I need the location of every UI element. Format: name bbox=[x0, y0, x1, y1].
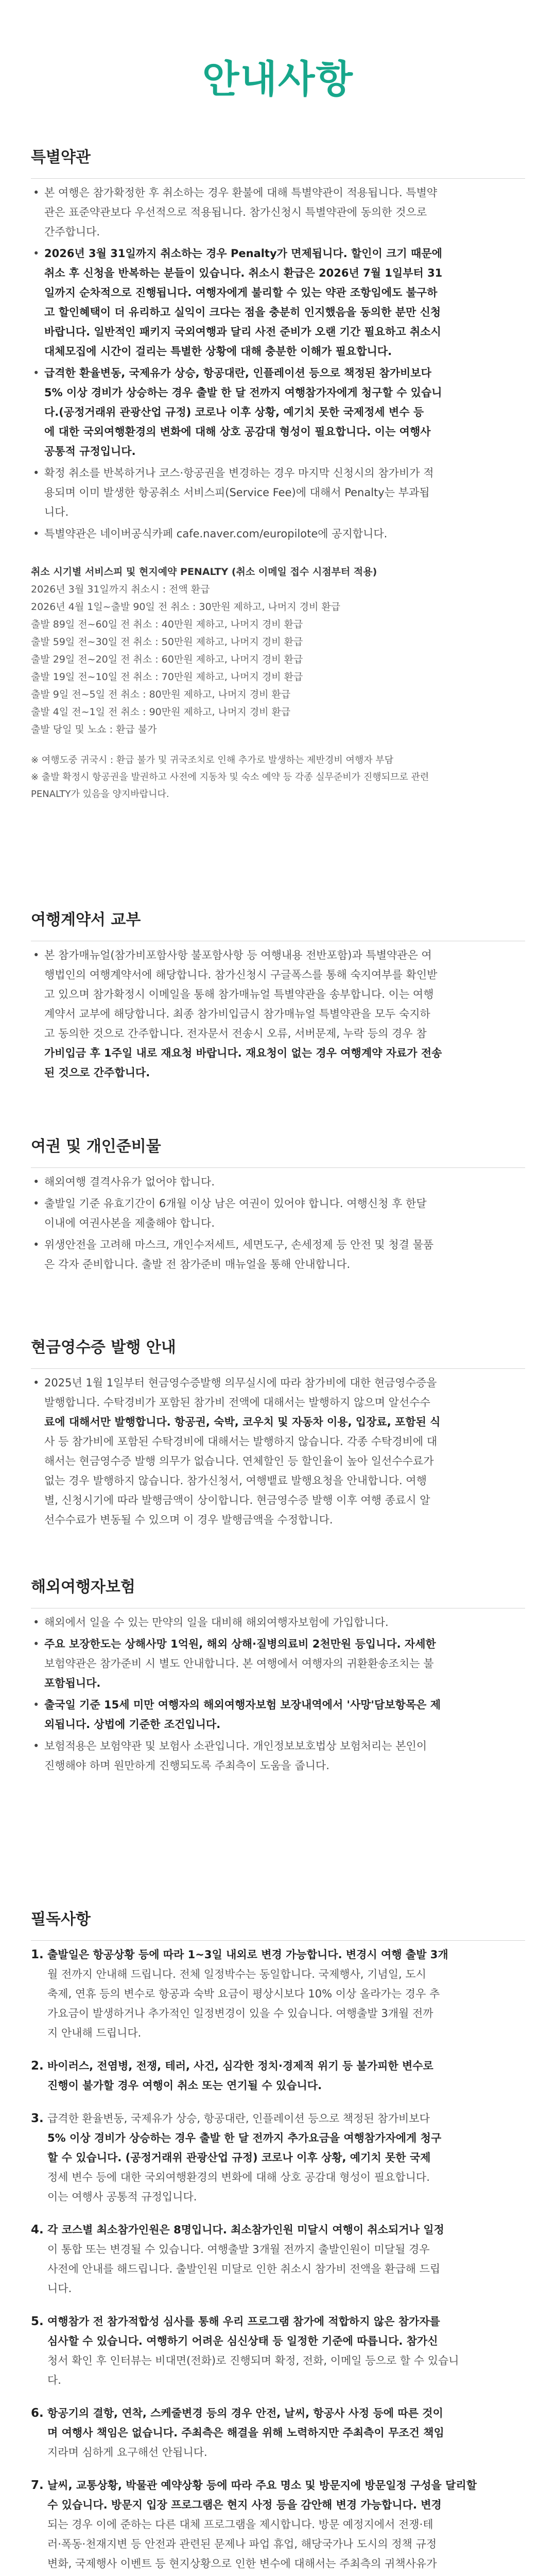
numbered-item bbox=[31, 2312, 525, 2390]
text-line: 바이러스, 전염병, 전쟁, 테러, 사건, 심각한 정치·경제적 위기 등 불가피한 변수로 bbox=[47, 2060, 433, 2072]
text-line: 포함됩니다. bbox=[44, 1677, 101, 1689]
section-insurance bbox=[31, 1574, 525, 1777]
text-line: 없는 경우 발행하지 않습니다. 참가신청서, 여행뱉료 발행요청을 안내합니다. 여행 bbox=[44, 1475, 427, 1487]
list-item bbox=[31, 1736, 525, 1775]
contract-list bbox=[31, 945, 525, 1084]
text-line: 사전에 안내를 해드립니다. 출발인원 미달로 인한 취소시 참가비 전액을 환급해 드립 bbox=[47, 2263, 441, 2275]
text-line: 주요 보장한도는 상해사망 1억원, 해외 상해·질병의료비 2천만원 등입니다. 자세한 bbox=[44, 1638, 436, 1650]
text-line: 축제, 연휴 등의 변수로 항공과 숙박 요금이 평상시보다 10% 이상 올라가는 경우 추 bbox=[47, 1988, 440, 2000]
bullet-dot-icon: • bbox=[33, 1740, 40, 1752]
text-line: 여행참가 전 참가적합성 심사를 통해 우리 프로그램 참가에 적합하지 않은 참가자를 bbox=[47, 2315, 440, 2328]
divider bbox=[31, 1167, 525, 1168]
page-title: 안내사항 bbox=[202, 57, 354, 101]
text-line: 된 것으로 간주합니다. bbox=[44, 1066, 150, 1079]
section-title: 여권 및 개인준비물 bbox=[31, 1138, 161, 1156]
text-line: 간주합니다. bbox=[44, 226, 100, 238]
item-number: 5. bbox=[31, 2315, 44, 2328]
cancellation-notes bbox=[31, 752, 525, 803]
text-line: 보험적용은 보험약관 및 보험사 소관입니다. 개인정보보호법상 보험처리는 본인이 bbox=[44, 1740, 427, 1752]
text-line: 외됩니다. 상법에 기준한 조건입니다. bbox=[44, 1718, 221, 1731]
item-number: 3. bbox=[31, 2112, 44, 2125]
text-line: 대체모집에 시간이 걸리는 특별한 상황에 대해 충분한 이해가 필요합니다. bbox=[44, 345, 392, 358]
text-line: 공통적 규정입니다. bbox=[44, 445, 136, 457]
item-number: 4. bbox=[31, 2223, 44, 2236]
numbered-item bbox=[31, 2056, 525, 2095]
text-line: 출발일은 항공상황 등에 따라 1~3일 내외로 변경 가능합니다. 변경시 여행 출발 3개 bbox=[47, 1948, 448, 1961]
section-must-read bbox=[31, 1906, 525, 2576]
list-item bbox=[31, 1235, 525, 1274]
spacer bbox=[31, 1082, 525, 1084]
text-line: 할 수 있습니다. (공정거래위 관광산업 규정) 코로나 이후 상황, 예기치 못한 국제 bbox=[47, 2151, 431, 2164]
list-item bbox=[31, 183, 525, 242]
schedule-row: 출발 19일 전~10일 전 취소 : 70만원 제하고, 나머지 경비 환급 bbox=[31, 671, 303, 683]
text-line: 취소 후 신청을 반복하는 분들이 있습니다. 취소시 환급은 2026년 7월 1일부터 31 bbox=[44, 267, 443, 279]
text-line: 이 통합 또는 변경될 수 있습니다. 여행출발 3개월 전까지 출발인원이 미달될 경우 bbox=[47, 2243, 430, 2256]
text-line: 해외여행 결격사유가 없어야 합니다. bbox=[44, 1176, 215, 1188]
bullet-dot-icon: • bbox=[33, 1699, 40, 1711]
text-line: 항공기의 결항, 연착, 스케줄변경 등의 경우 안전, 날씨, 항공사 사정 등에 따른 것이 bbox=[47, 2407, 443, 2419]
list-item bbox=[31, 524, 525, 544]
section-title: 필독사항 bbox=[31, 1910, 91, 1928]
schedule-row: 출발 29일 전~20일 전 취소 : 60만원 제하고, 나머지 경비 환급 bbox=[31, 654, 303, 665]
section-contract bbox=[31, 907, 525, 1084]
text-line: 별, 신청시기에 따라 발행금액이 상이합니다. 현금영수증 발행 이후 여행 종료시 알 bbox=[44, 1494, 430, 1506]
schedule-row: 2026년 4월 1일~출발 90일 전 취소 : 30만원 제하고, 나머지 경비 환급 bbox=[31, 601, 341, 613]
text-line: 2026년 3월 31일까지 취소하는 경우 Penalty가 면제됩니다. 할인이 크기 때문에 bbox=[44, 247, 442, 260]
numbered-item bbox=[31, 2220, 525, 2298]
bullet-dot-icon: • bbox=[33, 187, 40, 199]
text-line: 수 있습니다. 방문지 입장 프로그램은 현지 사정 등을 감안해 변경 가능합니다. 변경 bbox=[47, 2499, 442, 2511]
text-line: 해서는 현금영수증 발행 의무가 없습니다. 연체할인 등 할인율이 높아 일선수수료가 bbox=[44, 1455, 434, 1467]
schedule-row: 출발 당일 및 노쇼 : 환급 불가 bbox=[31, 724, 157, 735]
list-item bbox=[31, 1613, 525, 1632]
text-line: 니다. bbox=[44, 506, 69, 518]
text-line: 가비입금 후 1주일 내로 재요청 바랍니다. 재요청이 없는 경우 여행계약 자료가 전송 bbox=[44, 1047, 442, 1059]
text-line: 급격한 환율변동, 국제유가 상승, 항공대란, 인플레이션 등으로 책정된 참가비보다 bbox=[47, 2112, 430, 2125]
text-line: 확정 취소를 반복하거나 코스·항공권을 변경하는 경우 마지막 신청시의 참가비가 적 bbox=[44, 467, 434, 479]
bullet-dot-icon: • bbox=[33, 1616, 40, 1629]
text-line: 다. bbox=[47, 2374, 61, 2386]
text-line: 5% 이상 경비가 상승하는 경우 출발 한 달 전까지 여행참가자에게 청구할 수 있습니 bbox=[44, 386, 442, 399]
text-line: 일까지 순차적으로 진행됩니다. 여행자에게 불리할 수 있는 약관 조항임에도 불구하 bbox=[44, 286, 438, 299]
text-line: 위생안전을 고려해 마스크, 개인수저세트, 세면도구, 손세정제 등 안전 및 청결 물품 bbox=[44, 1239, 434, 1251]
bullet-dot-icon: • bbox=[33, 1638, 40, 1650]
text-line: 각 코스별 최소참가인원은 8명입니다. 최소참가인원 미달시 여행이 취소되거나 일정 bbox=[47, 2224, 444, 2236]
text-line: 지라며 심하게 요구해선 안됩니다. bbox=[47, 2446, 207, 2459]
divider bbox=[31, 1368, 525, 1369]
divider bbox=[31, 178, 525, 179]
text-line: 용되며 이미 발생한 항공취소 서비스피(Service Fee)에 대해서 Penalty는 부과됩 bbox=[44, 486, 430, 499]
text-line: 보험약관은 참가준비 시 별도 안내합니다. 본 여행에서 여행자의 귀환환송조치는 불 bbox=[44, 1657, 434, 1670]
bullet-dot-icon: • bbox=[33, 1197, 40, 1210]
text-line bbox=[47, 2573, 525, 2576]
list-item bbox=[31, 1634, 525, 1693]
section-passport bbox=[31, 1133, 525, 1276]
text-line: 본 여행은 참가확정한 후 취소하는 경우 환불에 대해 특별약관이 적용됩니다. 특별약 bbox=[44, 187, 438, 199]
note-line: PENALTY가 있음을 양지바랍니다. bbox=[31, 789, 169, 800]
bullet-dot-icon: • bbox=[33, 247, 40, 260]
cancellation-schedule-title: 취소 시기별 서비스피 및 현지예약 PENALTY (취소 이메일 접수 시점부터 적용) bbox=[31, 566, 377, 578]
must-read-list bbox=[31, 1945, 525, 2576]
section-cash-receipt bbox=[31, 1334, 525, 1532]
passport-list bbox=[31, 1172, 525, 1276]
text-line: 정세 변수 등에 대한 국외여행환경의 변화에 대해 상호 공감대 형성이 필요합니다. bbox=[47, 2171, 430, 2183]
item-number: 1. bbox=[31, 1948, 44, 1961]
list-item bbox=[31, 945, 525, 1082]
text-line: 러·폭동·천재지변 등 안전과 관련된 문제나 파업 휴업, 해당국가나 도시의 정책 규정 bbox=[47, 2538, 437, 2550]
special-terms-list bbox=[31, 183, 525, 546]
text-line: 관은 표준약관보다 우선적으로 적용됩니다. 참가신청시 특별약관에 동의한 것으로 bbox=[44, 206, 427, 218]
cash-receipt-list bbox=[31, 1373, 525, 1532]
text-line: 급격한 환율변동, 국제유가 상승, 항공대란, 인플레이션 등으로 책정된 참가비보다 bbox=[44, 367, 431, 379]
text-line: 지 안내해 드립니다. bbox=[47, 2027, 142, 2039]
text-line: 발행합니다. 수탁경비가 포함된 참가비 전액에 대해서는 발행하지 않으며 알선수수 bbox=[44, 1396, 430, 1409]
text-line: 사 등 참가비에 포함된 수탁경비에 대해서는 발행하지 않습니다. 각종 수탁경비에 대 bbox=[44, 1435, 438, 1448]
text-line: 본 참가매뉴얼(참가비포함사항 불포함사항 등 여행내용 전반포함)과 특별약관은 여 bbox=[44, 949, 432, 961]
section-title: 여행계약서 교부 bbox=[31, 911, 141, 929]
divider bbox=[31, 1940, 525, 1941]
text-line: 바랍니다. 일반적인 패키지 국외여행과 달리 사전 준비가 오랜 기간 필요하고 취소시 bbox=[44, 326, 441, 338]
text-line: 은 각자 준비합니다. 출발 전 참가준비 매뉴얼을 통해 안내합니다. bbox=[44, 1258, 351, 1270]
text-line: 가요금이 발생하거나 추가적인 일정변경이 있을 수 있습니다. 여행출발 3개월 전까 bbox=[47, 2007, 433, 2020]
numbered-item bbox=[31, 2109, 525, 2207]
text-line: 다.(공정거래위 관광산업 규정) 코로나 이후 상황, 예기치 못한 국제정세 변수 등 bbox=[44, 406, 424, 418]
spacer bbox=[31, 1530, 525, 1532]
text-line: 니다. bbox=[47, 2282, 72, 2295]
text-line: 계약서 교부에 해당합니다. 최종 참가비입금시 참가매뉴얼 특별약관을 모두 숙지하 bbox=[44, 1008, 430, 1020]
text-line: 진행이 불가할 경우 여행이 취소 또는 연기될 수 있습니다. bbox=[47, 2079, 322, 2092]
schedule-row: 출발 89일 전~60일 전 취소 : 40만원 제하고, 나머지 경비 환급 bbox=[31, 619, 303, 630]
bullet-dot-icon: • bbox=[33, 1239, 40, 1251]
text-line: 출발일 기준 유효기간이 6개월 이상 남은 여권이 있어야 합니다. 여행신청 후 한달 bbox=[44, 1197, 427, 1210]
list-item bbox=[31, 463, 525, 522]
spacer bbox=[31, 1775, 525, 1777]
text-line: 고 동의한 것으로 간주합니다. 전자문서 전송시 오류, 서버문제, 누락 등의 경우 참 bbox=[44, 1027, 427, 1040]
note-line: ※ 출발 확정시 항공권을 발권하고 사전에 지동차 및 숙소 예약 등 각종 실무준비가 진행되므로 관련 bbox=[31, 772, 429, 783]
text-line: 이는 여행사 공통적 규정입니다. bbox=[47, 2191, 197, 2203]
section-title: 해외여행자보험 bbox=[31, 1578, 135, 1596]
list-item bbox=[31, 1373, 525, 1530]
schedule-row: 출발 4일 전~1일 전 취소 : 90만원 제하고, 나머지 경비 환급 bbox=[31, 706, 291, 718]
bullet-dot-icon: • bbox=[33, 467, 40, 479]
insurance-list bbox=[31, 1613, 525, 1777]
schedule-row: 출발 9일 전~5일 전 취소 : 80만원 제하고, 나머지 경비 환급 bbox=[31, 689, 291, 700]
bullet-dot-icon: • bbox=[33, 1377, 40, 1389]
text-line: 행법인의 여행계약서에 해당합니다. 참가신청시 구글폭스를 통해 숙지여부를 확인받 bbox=[44, 969, 438, 981]
numbered-item bbox=[31, 1945, 525, 2043]
spacer bbox=[31, 1274, 525, 1276]
text-line: 고 할인혜택이 더 유리하고 실익이 크다는 점을 충분히 인지했음을 동의한 분만 신청 bbox=[44, 306, 441, 318]
text-line: 날씨, 교통상황, 박물관 예약상황 등에 따라 주요 명소 및 방문지에 방문일정 구성을 달리할 bbox=[47, 2479, 477, 2492]
list-item bbox=[31, 1695, 525, 1734]
text-line: 특별약관은 네이버공식카페 cafe.naver.com/europilote에 공지합니다. bbox=[44, 528, 388, 540]
text-line: 고 있으며 참가확정시 이메일을 통해 참가매뉴얼 특별약관을 송부합니다. 이는 여행 bbox=[44, 988, 434, 1001]
text-line: 심사할 수 있습니다. 여행하기 어려운 심신상태 등 일정한 기준에 따릅니다. 참가신 bbox=[47, 2335, 438, 2347]
schedule-row: 2026년 3월 31일까지 취소시 : 전액 환급 bbox=[31, 584, 210, 595]
text-line: 선수수료가 변동될 수 있으며 이 경우 발행금액을 수정합니다. bbox=[44, 1514, 333, 1526]
text-line: 출국일 기준 15세 미만 여행자의 해외여행자보험 보장내역에서 '사망'담보항목은 제 bbox=[44, 1699, 441, 1711]
text-line: 5% 이상 경비가 상승하는 경우 출발 한 달 전까지 추가요금을 여행참가자에게 청구 bbox=[47, 2132, 442, 2144]
text-line: 2025년 1월 1일부터 현금영수증발행 의무실시에 따라 참가비에 대한 현금영수증을 bbox=[44, 1377, 437, 1389]
bullet-dot-icon: • bbox=[33, 1176, 40, 1188]
list-item bbox=[31, 363, 525, 461]
item-number: 7. bbox=[31, 2479, 44, 2492]
bullet-dot-icon: • bbox=[33, 367, 40, 379]
schedule-row: 출발 59일 전~30일 전 취소 : 50만원 제하고, 나머지 경비 환급 bbox=[31, 636, 303, 648]
text-line: 이내에 여권사본을 제출해야 합니다. bbox=[44, 1217, 215, 1229]
text-line: 청서 확인 후 인터뷰는 비대면(전화)로 진행되며 확정, 전화, 이메일 등으로 할 수 있습니 bbox=[47, 2354, 459, 2367]
numbered-item bbox=[31, 2476, 525, 2576]
item-number: 2. bbox=[31, 2059, 44, 2073]
text-line: 되는 경우 이에 준하는 다른 대체 프로그램을 제시합니다. 방문 예정지에서 전쟁·테 bbox=[47, 2518, 433, 2531]
text-line: 에 대한 국외여행환경의 변화에 대해 상호 공감대 형성이 필요합니다. 이는 여행사 bbox=[44, 426, 431, 438]
cancellation-schedule-list bbox=[31, 581, 525, 738]
item-number: 6. bbox=[31, 2406, 44, 2420]
text-line: 월 전까지 안내해 드립니다. 전체 일정박수는 동일합니다. 국제행사, 기념일, 도시 bbox=[47, 1968, 426, 1980]
text-line: 해외에서 일을 수 있는 만약의 일을 대비해 해외여행자보험에 가입합니다. bbox=[44, 1616, 389, 1629]
text-line: 진행해야 하며 원만하게 진행되도록 주최측이 도움을 줍니다. bbox=[44, 1759, 329, 1772]
bullet-dot-icon: • bbox=[33, 949, 40, 961]
text-line: 료에 대해서만 발행합니다. 항공권, 숙박, 코우치 및 자동차 이용, 입장료, 포함된 식 bbox=[44, 1416, 441, 1428]
section-title: 특별약관 bbox=[31, 148, 91, 166]
text-line: 변화, 국제행사 이벤트 등 현지상황으로 인한 변수에 대해서는 주최측의 귀책사유가 bbox=[47, 2557, 437, 2570]
section-special-terms bbox=[31, 144, 525, 803]
text-line: 며 여행사 책임은 없습니다. 주최측은 해결을 위해 노력하지만 주최측이 무조건 책임 bbox=[47, 2427, 444, 2439]
note-line: ※ 여행도중 귀국시 : 환급 불가 및 귀국조치로 인해 추가로 발생하는 제반경비 여행자 부담 bbox=[31, 755, 394, 766]
section-title: 현금영수증 발행 안내 bbox=[31, 1338, 176, 1357]
list-item bbox=[31, 244, 525, 361]
bullet-dot-icon: • bbox=[33, 528, 40, 540]
list-item bbox=[31, 1172, 525, 1192]
numbered-item bbox=[31, 2403, 525, 2462]
list-item bbox=[31, 1194, 525, 1233]
